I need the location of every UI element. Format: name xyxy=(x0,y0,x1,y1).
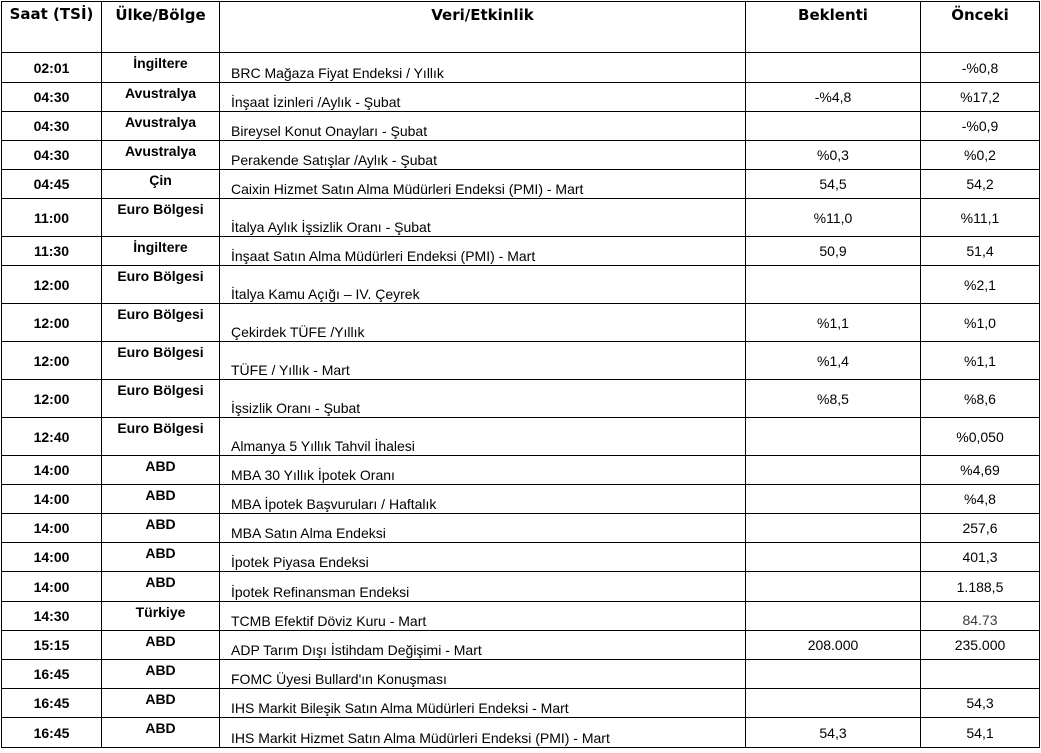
table-row xyxy=(2,660,1040,689)
header-ulke: Ülke/Bölge xyxy=(102,2,220,53)
header-veri: Veri/Etkinlik xyxy=(220,2,746,53)
cell-veri: İpotek Piyasa Endeksi xyxy=(220,543,746,572)
cell-ulke: ABD xyxy=(102,514,220,543)
cell-beklenti: %1,4 xyxy=(746,342,921,380)
cell-veri: IHS Markit Hizmet Satın Alma Müdürleri Endeksi (PMI) - Mart xyxy=(220,718,746,748)
cell-beklenti xyxy=(746,112,921,141)
cell-saat: 16:45 xyxy=(2,718,102,748)
cell-beklenti: %11,0 xyxy=(746,199,921,237)
cell-saat: 12:40 xyxy=(2,418,102,456)
cell-beklenti xyxy=(746,602,921,631)
cell-saat: 16:45 xyxy=(2,660,102,689)
cell-onceki: %2,1 xyxy=(921,266,1040,304)
cell-saat: 11:30 xyxy=(2,237,102,266)
table-row xyxy=(2,514,1040,543)
cell-saat: 04:30 xyxy=(2,141,102,170)
cell-veri: BRC Mağaza Fiyat Endeksi / Yıllık xyxy=(220,53,746,83)
cell-saat: 12:00 xyxy=(2,380,102,418)
table-row xyxy=(2,485,1040,514)
table-row xyxy=(2,718,1040,748)
cell-veri: FOMC Üyesi Bullard'ın Konuşması xyxy=(220,660,746,689)
cell-saat: 11:00 xyxy=(2,199,102,237)
cell-saat: 15:15 xyxy=(2,631,102,660)
cell-onceki: %1,1 xyxy=(921,342,1040,380)
header-beklenti: Beklenti xyxy=(746,2,921,53)
cell-beklenti xyxy=(746,689,921,718)
table-row xyxy=(2,543,1040,572)
cell-veri: İpotek Refinansman Endeksi xyxy=(220,572,746,602)
table-body xyxy=(2,53,1040,748)
cell-onceki: %4,69 xyxy=(921,456,1040,485)
cell-ulke: ABD xyxy=(102,485,220,514)
table-row xyxy=(2,53,1040,83)
table-row xyxy=(2,631,1040,660)
table-row xyxy=(2,602,1040,631)
header-saat: Saat (TSİ) xyxy=(2,2,102,53)
table-row xyxy=(2,380,1040,418)
cell-onceki: 54,3 xyxy=(921,689,1040,718)
cell-beklenti: %1,1 xyxy=(746,304,921,342)
cell-ulke: ABD xyxy=(102,543,220,572)
table-row xyxy=(2,237,1040,266)
cell-beklenti: 54,5 xyxy=(746,170,921,199)
cell-onceki: %11,1 xyxy=(921,199,1040,237)
header-row xyxy=(2,2,1040,53)
cell-veri: TÜFE / Yıllık - Mart xyxy=(220,342,746,380)
table-row xyxy=(2,141,1040,170)
cell-beklenti xyxy=(746,485,921,514)
table-row xyxy=(2,83,1040,112)
cell-veri: İnşaat Satın Alma Müdürleri Endeksi (PMI) - Mart xyxy=(220,237,746,266)
cell-ulke: Avustralya xyxy=(102,112,220,141)
table-row xyxy=(2,572,1040,602)
cell-veri: MBA İpotek Başvuruları / Haftalık xyxy=(220,485,746,514)
cell-onceki: %1,0 xyxy=(921,304,1040,342)
cell-saat: 04:45 xyxy=(2,170,102,199)
cell-ulke: Avustralya xyxy=(102,83,220,112)
cell-beklenti: -%4,8 xyxy=(746,83,921,112)
cell-onceki: -%0,9 xyxy=(921,112,1040,141)
cell-ulke: ABD xyxy=(102,456,220,485)
cell-onceki: -%0,8 xyxy=(921,53,1040,83)
cell-veri: TCMB Efektif Döviz Kuru - Mart xyxy=(220,602,746,631)
cell-onceki: 54,2 xyxy=(921,170,1040,199)
cell-saat: 14:00 xyxy=(2,572,102,602)
cell-veri: MBA 30 Yıllık İpotek Oranı xyxy=(220,456,746,485)
cell-ulke: Avustralya xyxy=(102,141,220,170)
table-row xyxy=(2,689,1040,718)
cell-ulke: İngiltere xyxy=(102,237,220,266)
cell-ulke: Euro Bölgesi xyxy=(102,304,220,342)
cell-saat: 16:45 xyxy=(2,689,102,718)
cell-saat: 04:30 xyxy=(2,112,102,141)
cell-veri: Çekirdek TÜFE /Yıllık xyxy=(220,304,746,342)
cell-onceki: %17,2 xyxy=(921,83,1040,112)
table-row xyxy=(2,199,1040,237)
cell-beklenti xyxy=(746,660,921,689)
cell-beklenti: %8,5 xyxy=(746,380,921,418)
cell-veri: İşsizlik Oranı - Şubat xyxy=(220,380,746,418)
table-row xyxy=(2,342,1040,380)
cell-onceki: %8,6 xyxy=(921,380,1040,418)
cell-onceki: 257,6 xyxy=(921,514,1040,543)
header-onceki: Önceki xyxy=(921,2,1040,53)
table-row xyxy=(2,456,1040,485)
cell-veri: İnşaat İzinleri /Aylık - Şubat xyxy=(220,83,746,112)
cell-ulke: Euro Bölgesi xyxy=(102,266,220,304)
cell-veri: Almanya 5 Yıllık Tahvil İhalesi xyxy=(220,418,746,456)
economic-calendar-table xyxy=(1,1,1040,748)
cell-beklenti xyxy=(746,266,921,304)
cell-beklenti xyxy=(746,572,921,602)
cell-onceki: 54,1 xyxy=(921,718,1040,748)
cell-onceki: 84.73 xyxy=(921,602,1040,631)
cell-ulke: ABD xyxy=(102,572,220,602)
cell-onceki: %4,8 xyxy=(921,485,1040,514)
cell-ulke: Euro Bölgesi xyxy=(102,342,220,380)
cell-ulke: ABD xyxy=(102,631,220,660)
cell-onceki xyxy=(921,660,1040,689)
cell-veri: Bireysel Konut Onayları - Şubat xyxy=(220,112,746,141)
cell-onceki: 51,4 xyxy=(921,237,1040,266)
cell-ulke: ABD xyxy=(102,718,220,748)
cell-veri: İtalya Aylık İşsizlik Oranı - Şubat xyxy=(220,199,746,237)
table-row xyxy=(2,112,1040,141)
cell-ulke: ABD xyxy=(102,689,220,718)
cell-beklenti: 54,3 xyxy=(746,718,921,748)
cell-ulke: İngiltere xyxy=(102,53,220,83)
cell-veri: MBA Satın Alma Endeksi xyxy=(220,514,746,543)
cell-saat: 02:01 xyxy=(2,53,102,83)
cell-onceki: 1.188,5 xyxy=(921,572,1040,602)
cell-onceki: 235.000 xyxy=(921,631,1040,660)
cell-ulke: Euro Bölgesi xyxy=(102,380,220,418)
cell-ulke: Çin xyxy=(102,170,220,199)
cell-saat: 04:30 xyxy=(2,83,102,112)
cell-saat: 14:30 xyxy=(2,602,102,631)
cell-beklenti xyxy=(746,418,921,456)
cell-saat: 12:00 xyxy=(2,304,102,342)
cell-saat: 14:00 xyxy=(2,456,102,485)
cell-veri: İtalya Kamu Açığı – IV. Çeyrek xyxy=(220,266,746,304)
cell-ulke: Türkiye xyxy=(102,602,220,631)
cell-onceki: %0,2 xyxy=(921,141,1040,170)
cell-beklenti: %0,3 xyxy=(746,141,921,170)
cell-veri: IHS Markit Bileşik Satın Alma Müdürleri Endeksi - Mart xyxy=(220,689,746,718)
cell-saat: 14:00 xyxy=(2,514,102,543)
cell-veri: Caixin Hizmet Satın Alma Müdürleri Endeksi (PMI) - Mart xyxy=(220,170,746,199)
cell-saat: 14:00 xyxy=(2,485,102,514)
cell-saat: 12:00 xyxy=(2,342,102,380)
table-row xyxy=(2,266,1040,304)
cell-beklenti xyxy=(746,456,921,485)
cell-veri: ADP Tarım Dışı İstihdam Değişimi - Mart xyxy=(220,631,746,660)
cell-ulke: Euro Bölgesi xyxy=(102,418,220,456)
cell-ulke: ABD xyxy=(102,660,220,689)
table-row xyxy=(2,304,1040,342)
cell-beklenti: 208.000 xyxy=(746,631,921,660)
cell-beklenti: 50,9 xyxy=(746,237,921,266)
cell-beklenti xyxy=(746,514,921,543)
cell-saat: 14:00 xyxy=(2,543,102,572)
cell-beklenti xyxy=(746,543,921,572)
cell-saat: 12:00 xyxy=(2,266,102,304)
table-row xyxy=(2,418,1040,456)
cell-onceki: 401,3 xyxy=(921,543,1040,572)
cell-onceki: %0,050 xyxy=(921,418,1040,456)
cell-veri: Perakende Satışlar /Aylık - Şubat xyxy=(220,141,746,170)
cell-ulke: Euro Bölgesi xyxy=(102,199,220,237)
cell-beklenti xyxy=(746,53,921,83)
table-row xyxy=(2,170,1040,199)
